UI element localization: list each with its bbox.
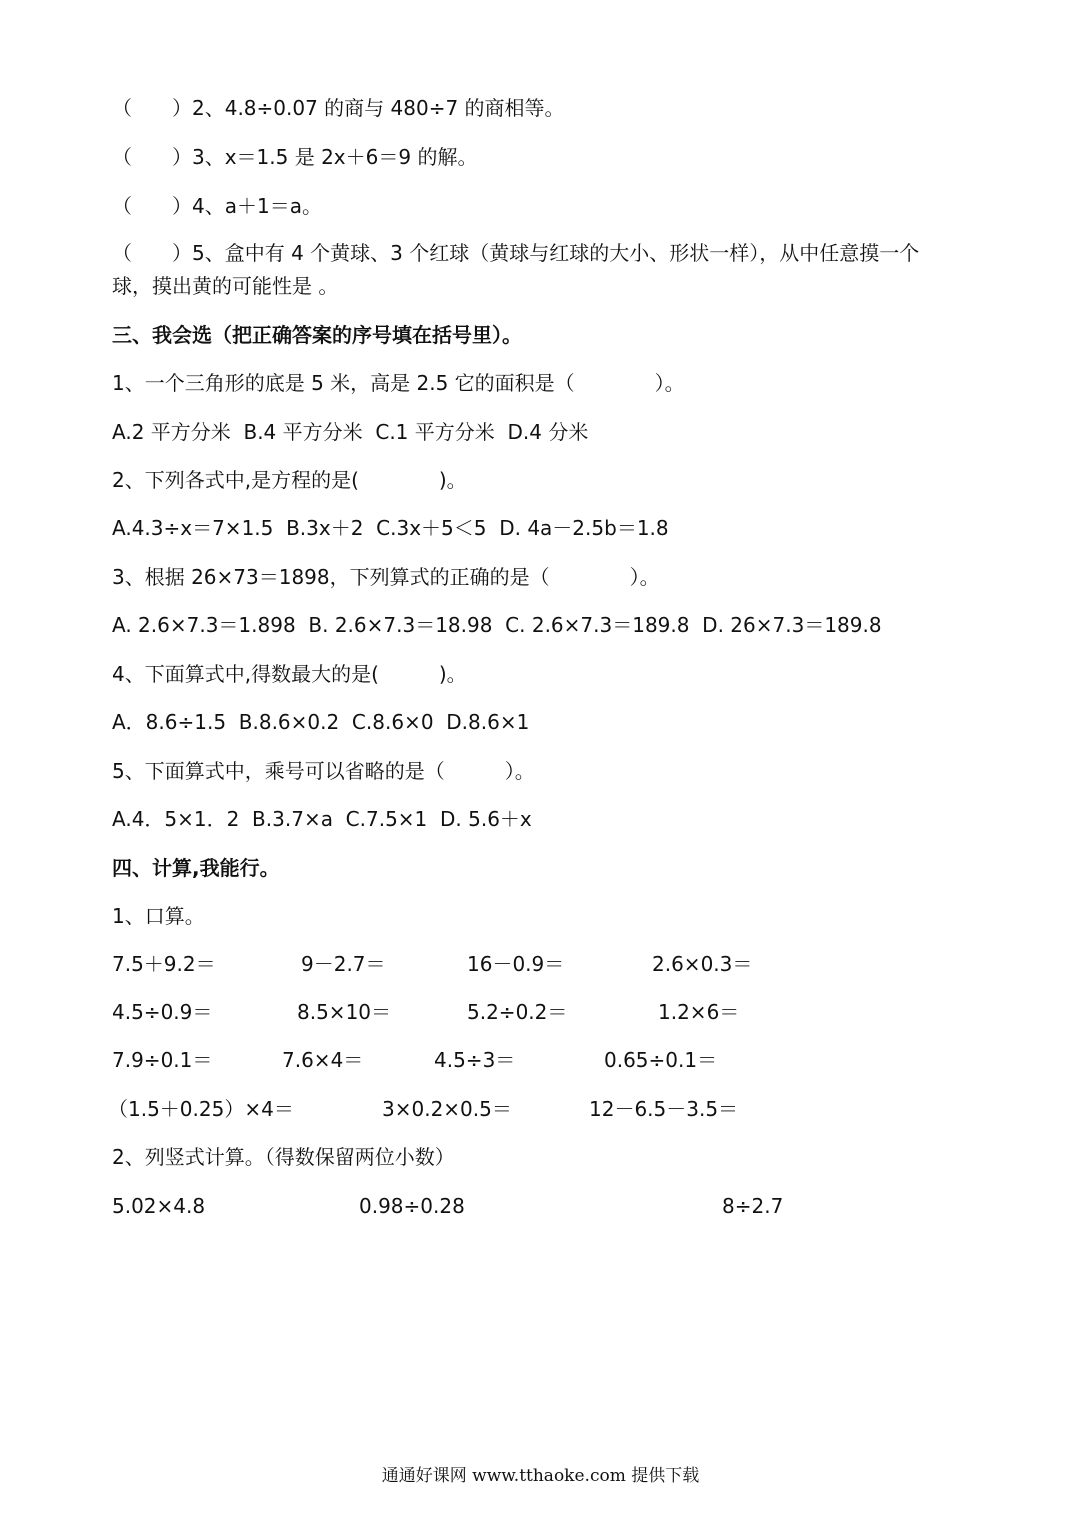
choice-options-5: A.4．5×1．2 B.3.7×a C.7.5×1 D. 5.6＋x: [112, 807, 532, 831]
judge-item-5: （ ）5、盒中有 4 个黄球、3 个红球（黄球与红球的大小、形状一样），从中任意摸一个: [112, 241, 920, 265]
section4-heading: 四、计算,我能行。: [112, 856, 280, 880]
choice-question-2: 2、下列各式中,是方程的是( )。: [112, 468, 467, 492]
mental-item: 16－0.9＝: [467, 952, 565, 976]
judge-item-5-cont: 球，摸出黄的可能性是 。: [112, 274, 339, 298]
mental-item: 1.2×6＝: [658, 1000, 740, 1024]
choice-question-3: 3、根据 26×73＝1898，下列算式的正确的是（ ）。: [112, 565, 660, 589]
section3-heading: 三、我会选（把正确答案的序号填在括号里）。: [112, 323, 522, 347]
mental-item: 7.9÷0.1＝: [112, 1048, 213, 1072]
vertical-calc-label: 2、列竖式计算。（得数保留两位小数）: [112, 1145, 455, 1169]
choice-options-4: A．8.6÷1.5 B.8.6×0.2 C.8.6×0 D.8.6×1: [112, 710, 530, 734]
mental-item: 9－2.7＝: [301, 952, 386, 976]
judge-item-3: （ ）3、x＝1.5 是 2x＋6＝9 的解。: [112, 145, 478, 169]
choice-question-1: 1、一个三角形的底是 5 米，高是 2.5 它的面积是（ ）。: [112, 371, 685, 395]
mental-item: 0.65÷0.1＝: [604, 1048, 718, 1072]
mental-item: 3×0.2×0.5＝: [382, 1097, 512, 1121]
mental-item: 2.6×0.3＝: [652, 952, 753, 976]
choice-question-5: 5、下面算式中，乘号可以省略的是（ ）。: [112, 759, 535, 783]
choice-question-4: 4、下面算式中,得数最大的是( )。: [112, 662, 467, 686]
choice-options-2: A.4.3÷x＝7×1.5 B.3x＋2 C.3x＋5＜5 D. 4a－2.5b＝1.8: [112, 516, 669, 540]
vertical-calc-item: 5.02×4.8: [112, 1194, 206, 1218]
choice-options-3: A. 2.6×7.3＝1.898 B. 2.6×7.3＝18.98 C. 2.6×7.3＝189.8 D. 26×7.3＝189.8: [112, 613, 882, 637]
judge-item-4: （ ）4、a＋1＝a。: [112, 194, 322, 218]
judge-item-2: （ ）2、4.8÷0.07 的商与 480÷7 的商相等。: [112, 96, 565, 120]
mental-item: 7.5＋9.2＝: [112, 952, 216, 976]
mental-item: （1.5＋0.25）×4＝: [108, 1097, 294, 1121]
page-footer: 通通好课网 www.tthaoke.com 提供下载: [381, 1466, 700, 1486]
mental-math-label: 1、口算。: [112, 904, 205, 928]
choice-options-1: A.2 平方分米 B.4 平方分米 C.1 平方分米 D.4 分米: [112, 420, 589, 444]
mental-item: 4.5÷3＝: [434, 1048, 516, 1072]
vertical-calc-item: 0.98÷0.28: [359, 1194, 465, 1218]
mental-item: 7.6×4＝: [282, 1048, 364, 1072]
mental-item: 4.5÷0.9＝: [112, 1000, 213, 1024]
mental-item: 8.5×10＝: [297, 1000, 392, 1024]
mental-item: 12－6.5－3.5＝: [589, 1097, 739, 1121]
mental-item: 5.2÷0.2＝: [467, 1000, 568, 1024]
vertical-calc-item: 8÷2.7: [722, 1194, 784, 1218]
